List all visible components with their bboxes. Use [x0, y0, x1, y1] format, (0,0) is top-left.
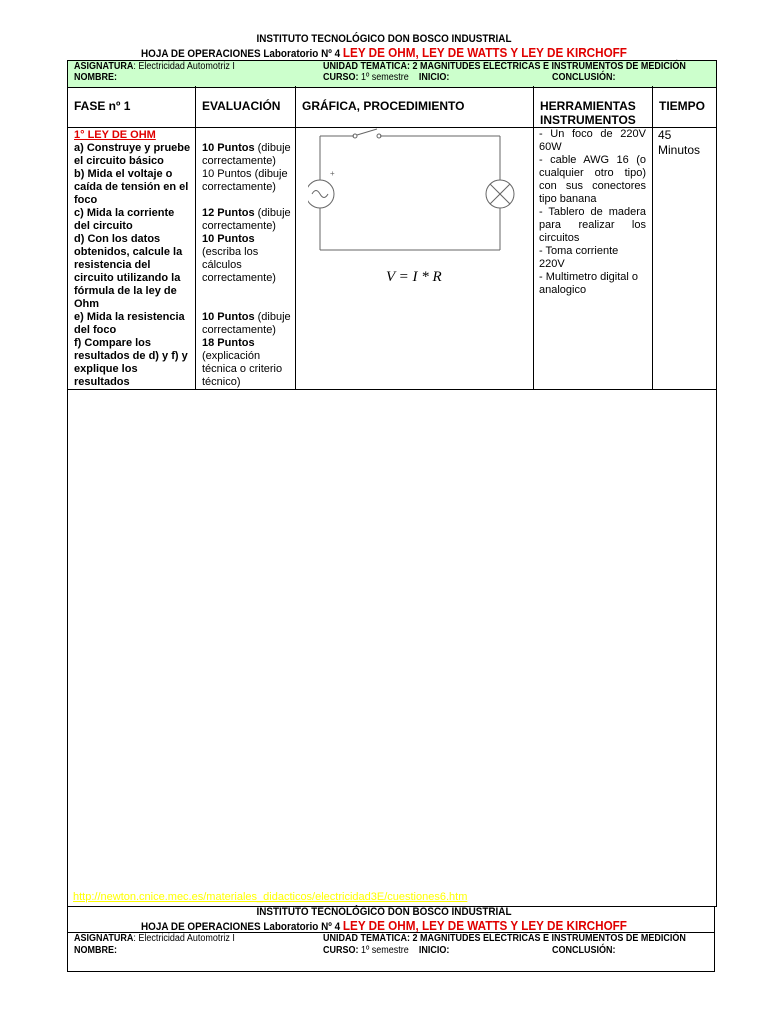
- tiempo-number: 45: [658, 128, 672, 142]
- th-herramientas: [534, 99, 642, 127]
- footer-asignatura-label: ASIGNATURA: [74, 933, 134, 944]
- footer-sheet-prefix: HOJA DE OPERACIONES Laboratorio Nº 4: [141, 921, 341, 933]
- asignatura-value: : Electricidad Automotriz I: [133, 61, 235, 72]
- step-d-3: resistencia del: [74, 259, 151, 271]
- eval-f-3: técnica o criterio: [202, 363, 283, 375]
- footer-curso: [323, 945, 449, 956]
- unidad-tematica: UNIDAD TEMÁTICA: 2 MAGNITUDES ELÉCTRICAS E INSTRUMENTOS DE MEDICIÓN: [323, 61, 686, 72]
- sheet-title: [38, 45, 729, 60]
- eval-d-2: (escriba los: [202, 246, 259, 258]
- eval-f-pts: 18 Puntos: [202, 337, 255, 349]
- ohm-formula: V = I * R: [386, 269, 442, 285]
- step-f-4: resultados: [74, 376, 130, 388]
- fase-heading: 1° LEY DE OHM: [74, 129, 156, 141]
- step-b-1: b) Mida el voltaje o: [74, 168, 173, 180]
- th-fase: FASE nº 1: [74, 99, 131, 113]
- institute-title: INSTITUTO TECNOLÓGICO DON BOSCO INDUSTRIAL: [256, 33, 512, 45]
- tool-item: - Multimetro digital o analogico: [539, 271, 639, 296]
- curso-label: CURSO:: [323, 72, 359, 83]
- step-d-2: obtenidos, calcule la: [74, 246, 183, 258]
- tool-item: - cable AWG 16 (o cualquier otro tipo) con sus conectores tipo banana: [539, 154, 646, 205]
- step-a-2: el circuito básico: [74, 155, 164, 167]
- curso-value: 1º semestre: [361, 72, 409, 83]
- step-e-1: e) Mida la resistencia: [74, 311, 185, 323]
- eval-a-pts: 10 Puntos: [202, 142, 255, 154]
- eval-e-pts: 10 Puntos: [202, 311, 255, 323]
- fase-steps: [74, 129, 196, 389]
- footer-unidad-tematica: UNIDAD TEMÁTICA: 2 MAGNITUDES ELÉCTRICAS E INSTRUMENTOS DE MEDICIÓN: [323, 933, 686, 944]
- eval-d-3: cálculos: [202, 259, 242, 271]
- nombre-label: NOMBRE:: [74, 72, 118, 83]
- reference-link[interactable]: http://newton.cnice.mec.es/materiales_didacticos/electricidad3E/cuestiones6.htm: [73, 891, 468, 903]
- tiempo-unit: Minutos: [658, 143, 701, 157]
- step-b-3: foco: [74, 194, 98, 206]
- th-herramientas-1: HERRAMIENTAS: [540, 99, 636, 113]
- switch-lever-icon: [357, 129, 377, 135]
- step-b-2: caída de tensión en el: [74, 181, 189, 193]
- eval-c-2: correctamente): [202, 220, 276, 232]
- asignatura: [74, 61, 235, 72]
- step-d-1: d) Con los datos: [74, 233, 161, 245]
- footer-institute-title: INSTITUTO TECNOLÓGICO DON BOSCO INDUSTRIAL: [256, 906, 512, 918]
- eval-e: [202, 311, 296, 324]
- footer-sheet-title: [38, 918, 729, 933]
- step-e-2: del foco: [74, 324, 117, 336]
- spacer: [202, 194, 296, 207]
- spacer: [202, 285, 296, 311]
- step-d-5: fórmula de la ley de: [74, 285, 177, 297]
- inicio-label: INICIO:: [418, 72, 450, 83]
- step-f-1: f) Compare los: [74, 337, 152, 349]
- evaluacion-list: [202, 142, 296, 389]
- eval-b-1: 10 Puntos (dibuje: [202, 168, 288, 180]
- eval-f-4: técnico): [202, 376, 241, 388]
- th-evaluacion: EVALUACIÓN: [202, 99, 281, 113]
- eval-e-2: correctamente): [202, 324, 276, 336]
- footer-curso-label: CURSO:: [323, 945, 359, 956]
- conclusion-label: CONCLUSIÓN:: [552, 72, 616, 83]
- eval-c-rest: (dibuje: [254, 207, 291, 219]
- eval-a-2: correctamente): [202, 155, 276, 167]
- step-f-2: resultados de d) y f) y: [74, 350, 188, 362]
- footer-sheet-title-red: LEY DE OHM, LEY DE WATTS Y LEY DE KIRCHOFF: [342, 918, 627, 933]
- work-area: [67, 389, 717, 907]
- eval-c: [202, 207, 296, 220]
- th-herramientas-2: INSTRUMENTOS: [540, 113, 636, 127]
- operations-table: [67, 86, 717, 390]
- eval-d-pts: 10 Puntos: [202, 233, 255, 245]
- footer-asignatura: [74, 933, 235, 944]
- th-tiempo: TIEMPO: [659, 99, 706, 113]
- eval-a: [202, 142, 296, 155]
- eval-e-rest: (dibuje: [254, 311, 291, 323]
- curso: [323, 72, 449, 83]
- herramientas-list: [539, 128, 646, 297]
- footer-inicio-label: INICIO:: [418, 945, 450, 956]
- sheet-title-red: LEY DE OHM, LEY DE WATTS Y LEY DE KIRCHOFF: [342, 45, 627, 60]
- footer-conclusion-label: CONCLUSIÓN:: [552, 945, 616, 956]
- footer-curso-value: 1º semestre: [361, 945, 409, 956]
- plus-sign-icon: +: [330, 169, 335, 178]
- step-c-2: del circuito: [74, 220, 133, 232]
- tool-item: - Un foco de 220V 60W: [539, 128, 646, 153]
- ac-wave-icon: [312, 191, 328, 198]
- eval-b-2: correctamente): [202, 181, 276, 193]
- asignatura-label: ASIGNATURA: [74, 61, 134, 72]
- ac-source-icon: [308, 180, 334, 208]
- tiempo-value: [658, 128, 700, 158]
- eval-c-pts: 12 Puntos: [202, 207, 255, 219]
- step-d-6: Ohm: [74, 298, 100, 310]
- sheet-prefix: HOJA DE OPERACIONES Laboratorio Nº 4: [141, 48, 341, 60]
- step-d-4: circuito utilizando la: [74, 272, 181, 284]
- step-f-3: explique los: [74, 363, 138, 375]
- tool-item: - Toma corriente 220V: [539, 245, 619, 270]
- tool-item: - Tablero de madera para realizar los circuitos: [539, 206, 646, 244]
- footer-nombre-label: NOMBRE:: [74, 945, 118, 956]
- step-c-1: c) Mida la corriente: [74, 207, 175, 219]
- step-a-1: a) Construye y pruebe: [74, 142, 191, 154]
- eval-a-rest: (dibuje: [254, 142, 291, 154]
- eval-d-4: correctamente): [202, 272, 276, 284]
- footer-asignatura-value: : Electricidad Automotriz I: [133, 933, 235, 944]
- th-grafica: GRÁFICA, PROCEDIMIENTO: [302, 99, 465, 113]
- eval-f-2: (explicación: [202, 350, 261, 362]
